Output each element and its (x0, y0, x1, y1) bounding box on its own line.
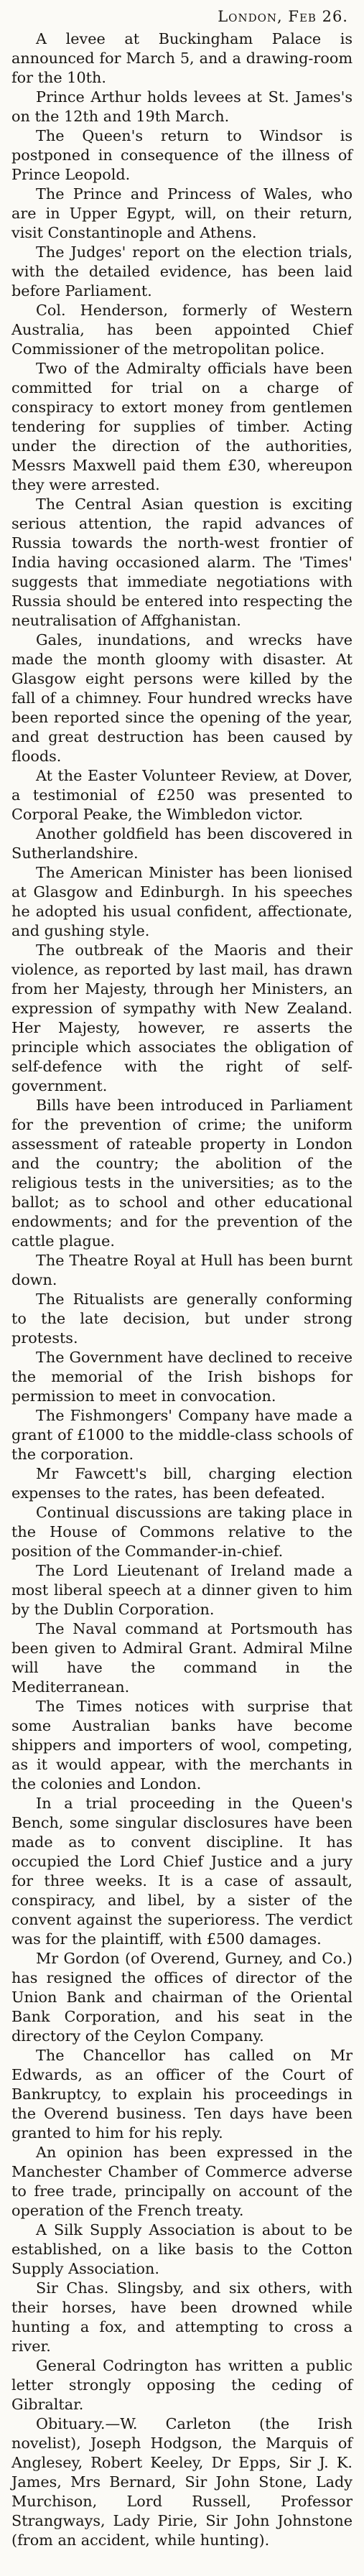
news-item: Two of the Admiralty officials have been committed for trial on a charge of conspiracy to extort money from gentlemen tendering for supplies of timber. Acting under the direction of the authorities, Messrs Maxwell paid them £30, whereupon they were arrested. (11, 360, 353, 493)
news-item: Gales, inundations, and wrecks have made the month gloomy with disaster. At Glasgow eight persons were killed by the fall of a chimney. Four hundred wrecks have been reported since the opening of the year, and great destruction has been caused by floods. (11, 631, 353, 765)
news-item: The Judges' report on the election trials, with the detailed evidence, has been laid before Parliament. (11, 243, 353, 299)
news-item: A levee at Buckingham Palace is announced for March 5, and a drawing-room for the 10th. (11, 30, 353, 86)
news-item: The Times notices with surprise that some Australian banks have become shippers and importers of wool, competing, as it would appear, with the merchants in the colonies and London. (11, 1698, 353, 1792)
news-item: Mr Fawcett's bill, charging election expenses to the rates, has been defeated. (11, 1465, 353, 1502)
dateline: London, Feb 26. (218, 8, 348, 25)
news-items (11, 29, 353, 2550)
news-item: A Silk Supply Association is about to be established, on a like basis to the Cotton Supply Association. (11, 2221, 353, 2277)
news-item: Mr Gordon (of Overend, Gurney, and Co.) has resigned the offices of director of the Union Bank and chairman of the Oriental Bank Corporation, and his seat in the directory of the Ceylon Company. (11, 1950, 353, 2045)
news-item: General Codrington has written a public letter strongly opposing the ceding of Gibraltar. (11, 2357, 353, 2413)
news-item: Prince Arthur holds levees at St. James's on the 12th and 19th March. (11, 88, 353, 125)
news-item: The Queen's return to Windsor is postponed in consequence of the illness of Prince Leopold. (11, 127, 353, 183)
news-item: The Naval command at Portsmouth has been given to Admiral Grant. Admiral Milne will have the command in the Mediterranean. (11, 1620, 353, 1696)
news-item: The Government have declined to receive the memorial of the Irish bishops for permission to meet in convocation. (11, 1349, 353, 1405)
news-item: In a trial proceeding in the Queen's Bench, some singular disclosures have been made as to convent discipline. It has occupied the Lord Chief Justice and a jury for three weeks. It is a case of assault, conspiracy, and libel, by a sister of the convent against the superioress. The verdict was for the plaintiff, with £500 damages. (11, 1795, 353, 1948)
news-item: Sir Chas. Slingsby, and six others, with their horses, have been drowned while hunting a fox, and attempting to cross a river. (11, 2279, 353, 2355)
news-item: Continual discussions are taking place in the House of Commons relative to the position of the Commander-in-chief. (11, 1504, 353, 1560)
news-item: The Ritualists are generally conforming to the late decision, but under strong protests. (11, 1291, 353, 1347)
news-item: The Central Asian question is exciting serious attention, the rapid advances of Russia towards the north-west frontier of India having occasioned alarm. The 'Times' suggests that immediate negotiations with Russia should be entered into respecting the neutralisation of Affghanistan. (11, 496, 353, 629)
news-item: The Fishmongers' Company have made a grant of £1000 to the middle-class schools of the corporation. (11, 1407, 353, 1463)
news-item: The Chancellor has called on Mr Edwards, as an officer of the Court of Bankruptcy, to explain his proceedings in the Overend business. Ten days have been granted to him for his reply. (11, 2047, 353, 2142)
news-item: Obituary.—W. Carleton (the Irish novelist), Joseph Hodgson, the Marquis of Anglesey, Robert Keeley, Dr Epps, Sir J. K. James, Mrs Bernard, Sir John Stone, Lady Murchison, Lord Russell, Professor Strangways, Lady Pirie, Sir John Johnstone (from an accident, while hunting). (11, 2415, 353, 2549)
news-item: Col. Henderson, formerly of Western Australia, has been appointed Chief Commissioner of the metropolitan police. (11, 302, 353, 358)
news-item: At the Easter Volunteer Review, at Dover, a testimonial of £250 was presented to Corporal Peake, the Wimbledon victor. (11, 767, 353, 823)
news-item: Another goldfield has been discovered in Sutherlandshire. (11, 825, 353, 862)
news-item: The Prince and Princess of Wales, who are in Upper Egypt, will, on their return, visit Constantinople and Athens. (11, 185, 353, 241)
news-item: The Lord Lieutenant of Ireland made a most liberal speech at a dinner given to him by the Dublin Corporation. (11, 1562, 353, 1618)
news-item: The outbreak of the Maoris and their violence, as reported by last mail, has drawn from her Majesty, through her Ministers, an expression of sympathy with New Zealand. Her Majesty, however, re asserts the principle which associates the obligation of self-defence with the right of self-government. (11, 941, 353, 1094)
news-item: The Theatre Royal at Hull has been burnt down. (11, 1252, 353, 1288)
news-item: Bills have been introduced in Parliament for the prevention of crime; the uniform assessment of rateable property in London and the country; the abolition of the religious tests in the universities; as to the ballot; as to school and other educational endowments; and for the prevention of the cattle plague. (11, 1097, 353, 1250)
news-item: An opinion has been expressed in the Manchester Chamber of Commerce adverse to free trade, principally on account of the operation of the French treaty. (11, 2144, 353, 2219)
news-item: The American Minister has been lionised at Glasgow and Edinburgh. In his speeches he adopted his usual confident, affectionate, and gushing style. (11, 864, 353, 939)
